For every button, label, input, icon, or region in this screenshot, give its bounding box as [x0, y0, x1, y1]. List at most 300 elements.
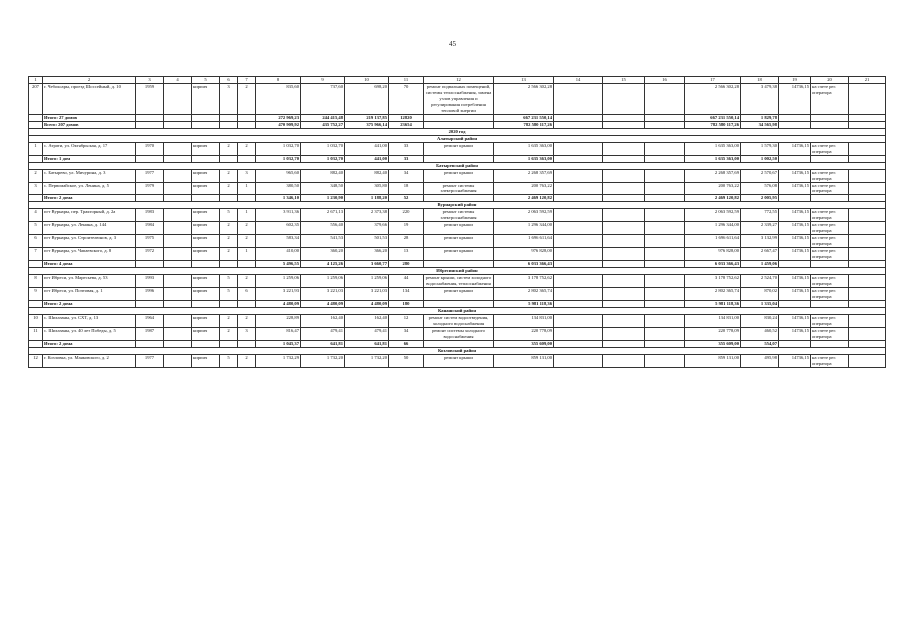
table-cell: 1 296 344,00: [494, 222, 554, 235]
table-cell: ремонт крыши: [424, 222, 494, 235]
table-row: [29, 169, 886, 182]
table-cell: [849, 83, 886, 114]
table-cell: [29, 340, 43, 347]
table-cell: [645, 275, 685, 288]
table-cell: 1 045,37: [256, 340, 301, 347]
section-row: [29, 162, 886, 169]
table-cell: 882,40: [345, 169, 389, 182]
table-cell: 14736,15: [779, 235, 811, 248]
table-cell: [849, 121, 886, 128]
table-cell: [164, 248, 192, 261]
table-cell: ремонт крыши: [424, 142, 494, 155]
table-cell: 1 188,20: [345, 195, 389, 202]
table-cell: [238, 340, 256, 347]
table-cell: [164, 155, 192, 162]
table-cell: 6 033 366,43: [494, 261, 554, 268]
table-cell: 782 580 117,26: [494, 121, 554, 128]
table-cell: Итого: 27 домов: [43, 114, 136, 121]
table-cell: [603, 121, 645, 128]
table-cell: 355 609,00: [685, 340, 741, 347]
table-cell: г. Чебоксары, проезд Шоссейный, д. 10: [43, 83, 136, 114]
section-label: Ибресинский район: [29, 268, 886, 275]
table-cell: Итого: 4 дома: [43, 261, 136, 268]
table-cell: 4 480,09: [345, 300, 389, 307]
table-cell: ремонт крыши, систем холодного водоснабжения, теплоснабжения: [424, 275, 494, 288]
table-cell: 375 966,14: [345, 121, 389, 128]
table-cell: 13: [389, 248, 424, 261]
table-cell: [164, 142, 192, 155]
section-label: Вурнарский район: [29, 202, 886, 209]
table-cell: 1 002,50: [741, 155, 779, 162]
table-cell: 1 259,06: [345, 275, 389, 288]
table-cell: [779, 155, 811, 162]
table-cell: 1964: [136, 314, 164, 327]
table-cell: на счете рег. оператора: [811, 182, 849, 195]
table-cell: пгт Ибреси, ул. Маресьева, д. 53: [43, 275, 136, 288]
header-cell: 6: [220, 77, 238, 84]
table-cell: [603, 83, 645, 114]
table-cell: 2: [238, 314, 256, 327]
table-cell: [29, 114, 43, 121]
table-cell: [220, 121, 238, 128]
table-cell: [645, 300, 685, 307]
table-row: [29, 248, 886, 261]
table-cell: 667 231 550,14: [494, 114, 554, 121]
table-cell: 2: [220, 235, 238, 248]
total-row: [29, 155, 886, 162]
table-cell: 14736,15: [779, 142, 811, 155]
table-cell: Итого: 2 дома: [43, 300, 136, 307]
table-cell: на счете рег. оператора: [811, 248, 849, 261]
table-cell: 859 131,00: [494, 354, 554, 367]
table-cell: ремонт крыши: [424, 169, 494, 182]
table-cell: 2: [238, 83, 256, 114]
table-cell: 200 763,22: [685, 182, 741, 195]
table-cell: [603, 314, 645, 327]
table-cell: 479,41: [345, 327, 389, 340]
table-cell: [424, 300, 494, 307]
table-cell: 1979: [136, 182, 164, 195]
table-cell: 2 339,27: [741, 222, 779, 235]
table-cell: [554, 314, 603, 327]
table-cell: 1 032,70: [301, 155, 345, 162]
table-cell: ремонт подвальных помещений, системы теплоснабжения, замена узлов управления и регулирования потребления тепловой энергии: [424, 83, 494, 114]
table-cell: 207: [29, 83, 43, 114]
table-cell: [849, 340, 886, 347]
table-cell: 44: [389, 275, 424, 288]
table-cell: [164, 235, 192, 248]
header-cell: 9: [301, 77, 345, 84]
table-cell: на счете рег. оператора: [811, 314, 849, 327]
table-cell: кирпич: [192, 142, 220, 155]
table-cell: [29, 195, 43, 202]
table-cell: 5 981 118,36: [685, 300, 741, 307]
table-cell: [238, 195, 256, 202]
table-cell: 1970: [136, 142, 164, 155]
table-cell: 1: [238, 182, 256, 195]
table-cell: ремонт крыши: [424, 288, 494, 301]
table-cell: 976 828,00: [494, 248, 554, 261]
table-cell: [164, 209, 192, 222]
table-cell: [603, 155, 645, 162]
table-cell: кирпич: [192, 354, 220, 367]
table-cell: на счете рег. оператора: [811, 288, 849, 301]
table-cell: 52: [389, 195, 424, 202]
table-cell: 272 969,23: [256, 114, 301, 121]
table-cell: 554,07: [741, 340, 779, 347]
table-cell: 12: [29, 354, 43, 367]
table-cell: 4 480,09: [256, 300, 301, 307]
table-row: [29, 142, 886, 155]
table-row: [29, 235, 886, 248]
table-cell: [554, 121, 603, 128]
table-row: [29, 275, 886, 288]
table-cell: 379,66: [345, 222, 389, 235]
table-cell: 495,98: [741, 354, 779, 367]
table-cell: 1 459,06: [741, 261, 779, 268]
section-label: Алатырский район: [29, 135, 886, 142]
header-cell: 13: [494, 77, 554, 84]
table-cell: 2 566 302,28: [494, 83, 554, 114]
section-row: [29, 202, 886, 209]
table-cell: 66: [389, 340, 424, 347]
table-cell: [220, 340, 238, 347]
table-cell: [779, 121, 811, 128]
table-cell: [645, 169, 685, 182]
table-cell: 14736,15: [779, 288, 811, 301]
table-cell: г. Козловка, ул. Маяковского, д. 2: [43, 354, 136, 367]
section-row: [29, 347, 886, 354]
table-cell: 3 660,77: [345, 261, 389, 268]
table-cell: 6: [238, 288, 256, 301]
table-cell: на счете рег. оператора: [811, 222, 849, 235]
table-cell: 220: [389, 209, 424, 222]
table-cell: [554, 222, 603, 235]
table-cell: кирпич: [192, 235, 220, 248]
table-cell: [554, 114, 603, 121]
table-cell: [603, 354, 645, 367]
table-cell: 2: [220, 182, 238, 195]
table-cell: 162,40: [301, 314, 345, 327]
section-row: [29, 307, 886, 314]
table-cell: 244 415,48: [301, 114, 345, 121]
table-cell: на счете рег. оператора: [811, 235, 849, 248]
table-cell: на счете рег. оператора: [811, 327, 849, 340]
table-cell: 1996: [136, 288, 164, 301]
table-cell: [645, 121, 685, 128]
table-cell: [554, 248, 603, 261]
table-cell: 3 132,99: [741, 235, 779, 248]
table-cell: [603, 209, 645, 222]
table-cell: 816,47: [256, 327, 301, 340]
table-cell: 470 909,92: [256, 121, 301, 128]
table-cell: 882,40: [301, 169, 345, 182]
table-cell: [554, 300, 603, 307]
table-cell: [29, 300, 43, 307]
table-cell: 576,08: [741, 182, 779, 195]
table-cell: [645, 195, 685, 202]
table-cell: [192, 155, 220, 162]
table-cell: [424, 340, 494, 347]
table-cell: [220, 195, 238, 202]
table-cell: кирпич: [192, 182, 220, 195]
table-cell: 965,60: [256, 169, 301, 182]
table-cell: 14736,15: [779, 354, 811, 367]
table-cell: 1972: [136, 248, 164, 261]
table-cell: пгт Вурнары, ул. Строителюнов, д. 3: [43, 235, 136, 248]
table-cell: [136, 121, 164, 128]
table-cell: с. Шихазаны, ул. 40 лет Победы, д. 5: [43, 327, 136, 340]
table-cell: 782 580 117,26: [685, 121, 741, 128]
table-cell: 14736,15: [779, 182, 811, 195]
header-cell: 19: [779, 77, 811, 84]
table-cell: 2: [220, 327, 238, 340]
table-cell: [603, 114, 645, 121]
table-cell: 859 131,00: [685, 354, 741, 367]
table-cell: [849, 182, 886, 195]
table-cell: [238, 155, 256, 162]
table-cell: [645, 182, 685, 195]
table-cell: 14736,15: [779, 222, 811, 235]
table-cell: с. Батырево, ул. Мичурина, д. 3: [43, 169, 136, 182]
table-cell: [603, 288, 645, 301]
table-cell: 830,24: [741, 314, 779, 327]
table-row: [29, 222, 886, 235]
table-cell: [164, 195, 192, 202]
table-cell: [603, 195, 645, 202]
table-cell: 2 566 302,28: [685, 83, 741, 114]
table-cell: 1 732,20: [301, 354, 345, 367]
header-cell: 10: [345, 77, 389, 84]
table-cell: [779, 300, 811, 307]
table-cell: [603, 235, 645, 248]
table-cell: 11: [29, 327, 43, 340]
table-cell: 2 524,70: [741, 275, 779, 288]
table-cell: кирпич: [192, 209, 220, 222]
table-cell: [424, 195, 494, 202]
table-cell: 583,34: [256, 235, 301, 248]
table-cell: Всего: 207 домов: [43, 121, 136, 128]
table-cell: 220 778,09: [685, 327, 741, 340]
table-cell: [603, 327, 645, 340]
table-row: [29, 327, 886, 340]
table-cell: [645, 114, 685, 121]
table-cell: [29, 121, 43, 128]
table-cell: 5: [220, 275, 238, 288]
table-cell: 501,53: [345, 235, 389, 248]
table-cell: 2 671,13: [301, 209, 345, 222]
table-cell: кирпич: [192, 314, 220, 327]
table-cell: на счете рег. оператора: [811, 354, 849, 367]
table-cell: [554, 83, 603, 114]
header-cell: 8: [256, 77, 301, 84]
table-cell: 2: [29, 169, 43, 182]
table-row: [29, 288, 886, 301]
table-cell: 355 609,00: [494, 340, 554, 347]
table-cell: [779, 340, 811, 347]
table-cell: 2: [220, 142, 238, 155]
table-cell: [603, 142, 645, 155]
header-row: [29, 77, 886, 84]
table-cell: 1 259,06: [301, 275, 345, 288]
table-cell: [811, 340, 849, 347]
table-cell: [645, 288, 685, 301]
table-cell: [136, 114, 164, 121]
section-row: [29, 128, 886, 135]
table-cell: 280: [389, 261, 424, 268]
table-cell: [238, 121, 256, 128]
table-cell: [220, 261, 238, 268]
table-cell: 2 005,95: [741, 195, 779, 202]
table-cell: с. Шихазаны, ул. СХТ, д. 13: [43, 314, 136, 327]
table-cell: [811, 155, 849, 162]
table-cell: [811, 300, 849, 307]
table-cell: 2 268 357,69: [685, 169, 741, 182]
table-cell: [849, 114, 886, 121]
table-cell: 2 063 592,59: [685, 209, 741, 222]
table-cell: [164, 222, 192, 235]
table-cell: 348,50: [301, 182, 345, 195]
table-cell: [603, 248, 645, 261]
table-cell: [424, 261, 494, 268]
table-cell: [192, 121, 220, 128]
table-cell: [164, 314, 192, 327]
table-cell: 5 981 118,36: [494, 300, 554, 307]
table-cell: 380,50: [256, 182, 301, 195]
table-cell: 34 565,98: [741, 121, 779, 128]
table-cell: 870,02: [741, 288, 779, 301]
header-cell: 15: [603, 77, 645, 84]
table-cell: [164, 121, 192, 128]
table-cell: [811, 195, 849, 202]
table-cell: 134: [389, 288, 424, 301]
table-cell: 8: [29, 275, 43, 288]
header-cell: 17: [685, 77, 741, 84]
table-cell: 50: [389, 354, 424, 367]
table-cell: [849, 300, 886, 307]
table-cell: [164, 288, 192, 301]
table-cell: 5: [220, 209, 238, 222]
table-cell: 5: [29, 222, 43, 235]
table-cell: [849, 327, 886, 340]
section-label: 2020 год: [29, 128, 886, 135]
table-cell: [811, 121, 849, 128]
table-cell: 305,80: [345, 182, 389, 195]
table-cell: [779, 114, 811, 121]
table-cell: [136, 195, 164, 202]
table-cell: 2: [238, 275, 256, 288]
table-cell: с. Первомайское, ул. Ленина, д. 5: [43, 182, 136, 195]
table-cell: [554, 261, 603, 268]
table-cell: [603, 222, 645, 235]
table-cell: ремонт системы электроснабжения: [424, 209, 494, 222]
table-cell: [136, 300, 164, 307]
table-cell: 1 635 363,00: [494, 155, 554, 162]
table-cell: пгт Вурнары, пер. Тракторный, д. 2а: [43, 209, 136, 222]
table-cell: [645, 155, 685, 162]
header-cell: 7: [238, 77, 256, 84]
table-row: [29, 83, 886, 114]
table-cell: 14736,15: [779, 327, 811, 340]
table-cell: 134 831,00: [685, 314, 741, 327]
table-cell: [554, 182, 603, 195]
table-cell: 34: [389, 327, 424, 340]
table-cell: 3 221,03: [345, 288, 389, 301]
table-cell: [554, 142, 603, 155]
table-cell: 34: [389, 169, 424, 182]
page-number: 45: [449, 40, 456, 48]
table-cell: 2: [238, 235, 256, 248]
table-cell: 366,20: [345, 248, 389, 261]
table-cell: 460,52: [741, 327, 779, 340]
table-cell: 12820: [389, 114, 424, 121]
table-cell: [603, 261, 645, 268]
table-cell: 1 346,10: [256, 195, 301, 202]
table-cell: [554, 235, 603, 248]
table-cell: ремонт крыши: [424, 248, 494, 261]
table-cell: [645, 327, 685, 340]
total-row: [29, 261, 886, 268]
table-cell: [424, 121, 494, 128]
table-cell: [645, 222, 685, 235]
table-cell: на счете рег. оператора: [811, 142, 849, 155]
table-cell: [645, 340, 685, 347]
table-cell: 1 032,70: [256, 142, 301, 155]
table-cell: 2: [220, 314, 238, 327]
table-cell: 667 231 550,14: [685, 114, 741, 121]
table-cell: [220, 300, 238, 307]
table-cell: 3: [238, 327, 256, 340]
table-cell: [645, 83, 685, 114]
table-cell: 1 579,30: [741, 142, 779, 155]
table-cell: кирпич: [192, 288, 220, 301]
table-cell: [603, 340, 645, 347]
table-cell: 1 696 611,64: [494, 235, 554, 248]
table-cell: Итого: 1 дом: [43, 155, 136, 162]
table-row: [29, 182, 886, 195]
table-cell: 976 828,00: [685, 248, 741, 261]
table-cell: 1: [238, 209, 256, 222]
table-cell: кирпич: [192, 327, 220, 340]
table-cell: 3 221,03: [301, 288, 345, 301]
table-cell: 698,20: [345, 83, 389, 114]
table-cell: 1 696 611,64: [685, 235, 741, 248]
header-cell: 11: [389, 77, 424, 84]
table-cell: [164, 354, 192, 367]
table-cell: Итого: 2 дома: [43, 340, 136, 347]
table-cell: 2 802 365,74: [685, 288, 741, 301]
table-cell: пгт Ибреси, ул. Почтовая, д. 1: [43, 288, 136, 301]
table-cell: 200 763,22: [494, 182, 554, 195]
table-cell: 2: [238, 142, 256, 155]
total-row: [29, 195, 886, 202]
table-cell: 33: [389, 142, 424, 155]
table-cell: 28: [389, 235, 424, 248]
table-cell: 14736,15: [779, 209, 811, 222]
table-cell: 2: [238, 222, 256, 235]
table-cell: 6 033 366,43: [685, 261, 741, 268]
table-cell: [603, 275, 645, 288]
table-cell: [603, 182, 645, 195]
table-cell: 3: [220, 83, 238, 114]
table-cell: [849, 235, 886, 248]
table-cell: 835,60: [256, 83, 301, 114]
table-cell: 1975: [136, 235, 164, 248]
table-cell: [849, 314, 886, 327]
table-cell: 772,55: [741, 209, 779, 222]
total-row: [29, 121, 886, 128]
table-cell: [849, 155, 886, 162]
